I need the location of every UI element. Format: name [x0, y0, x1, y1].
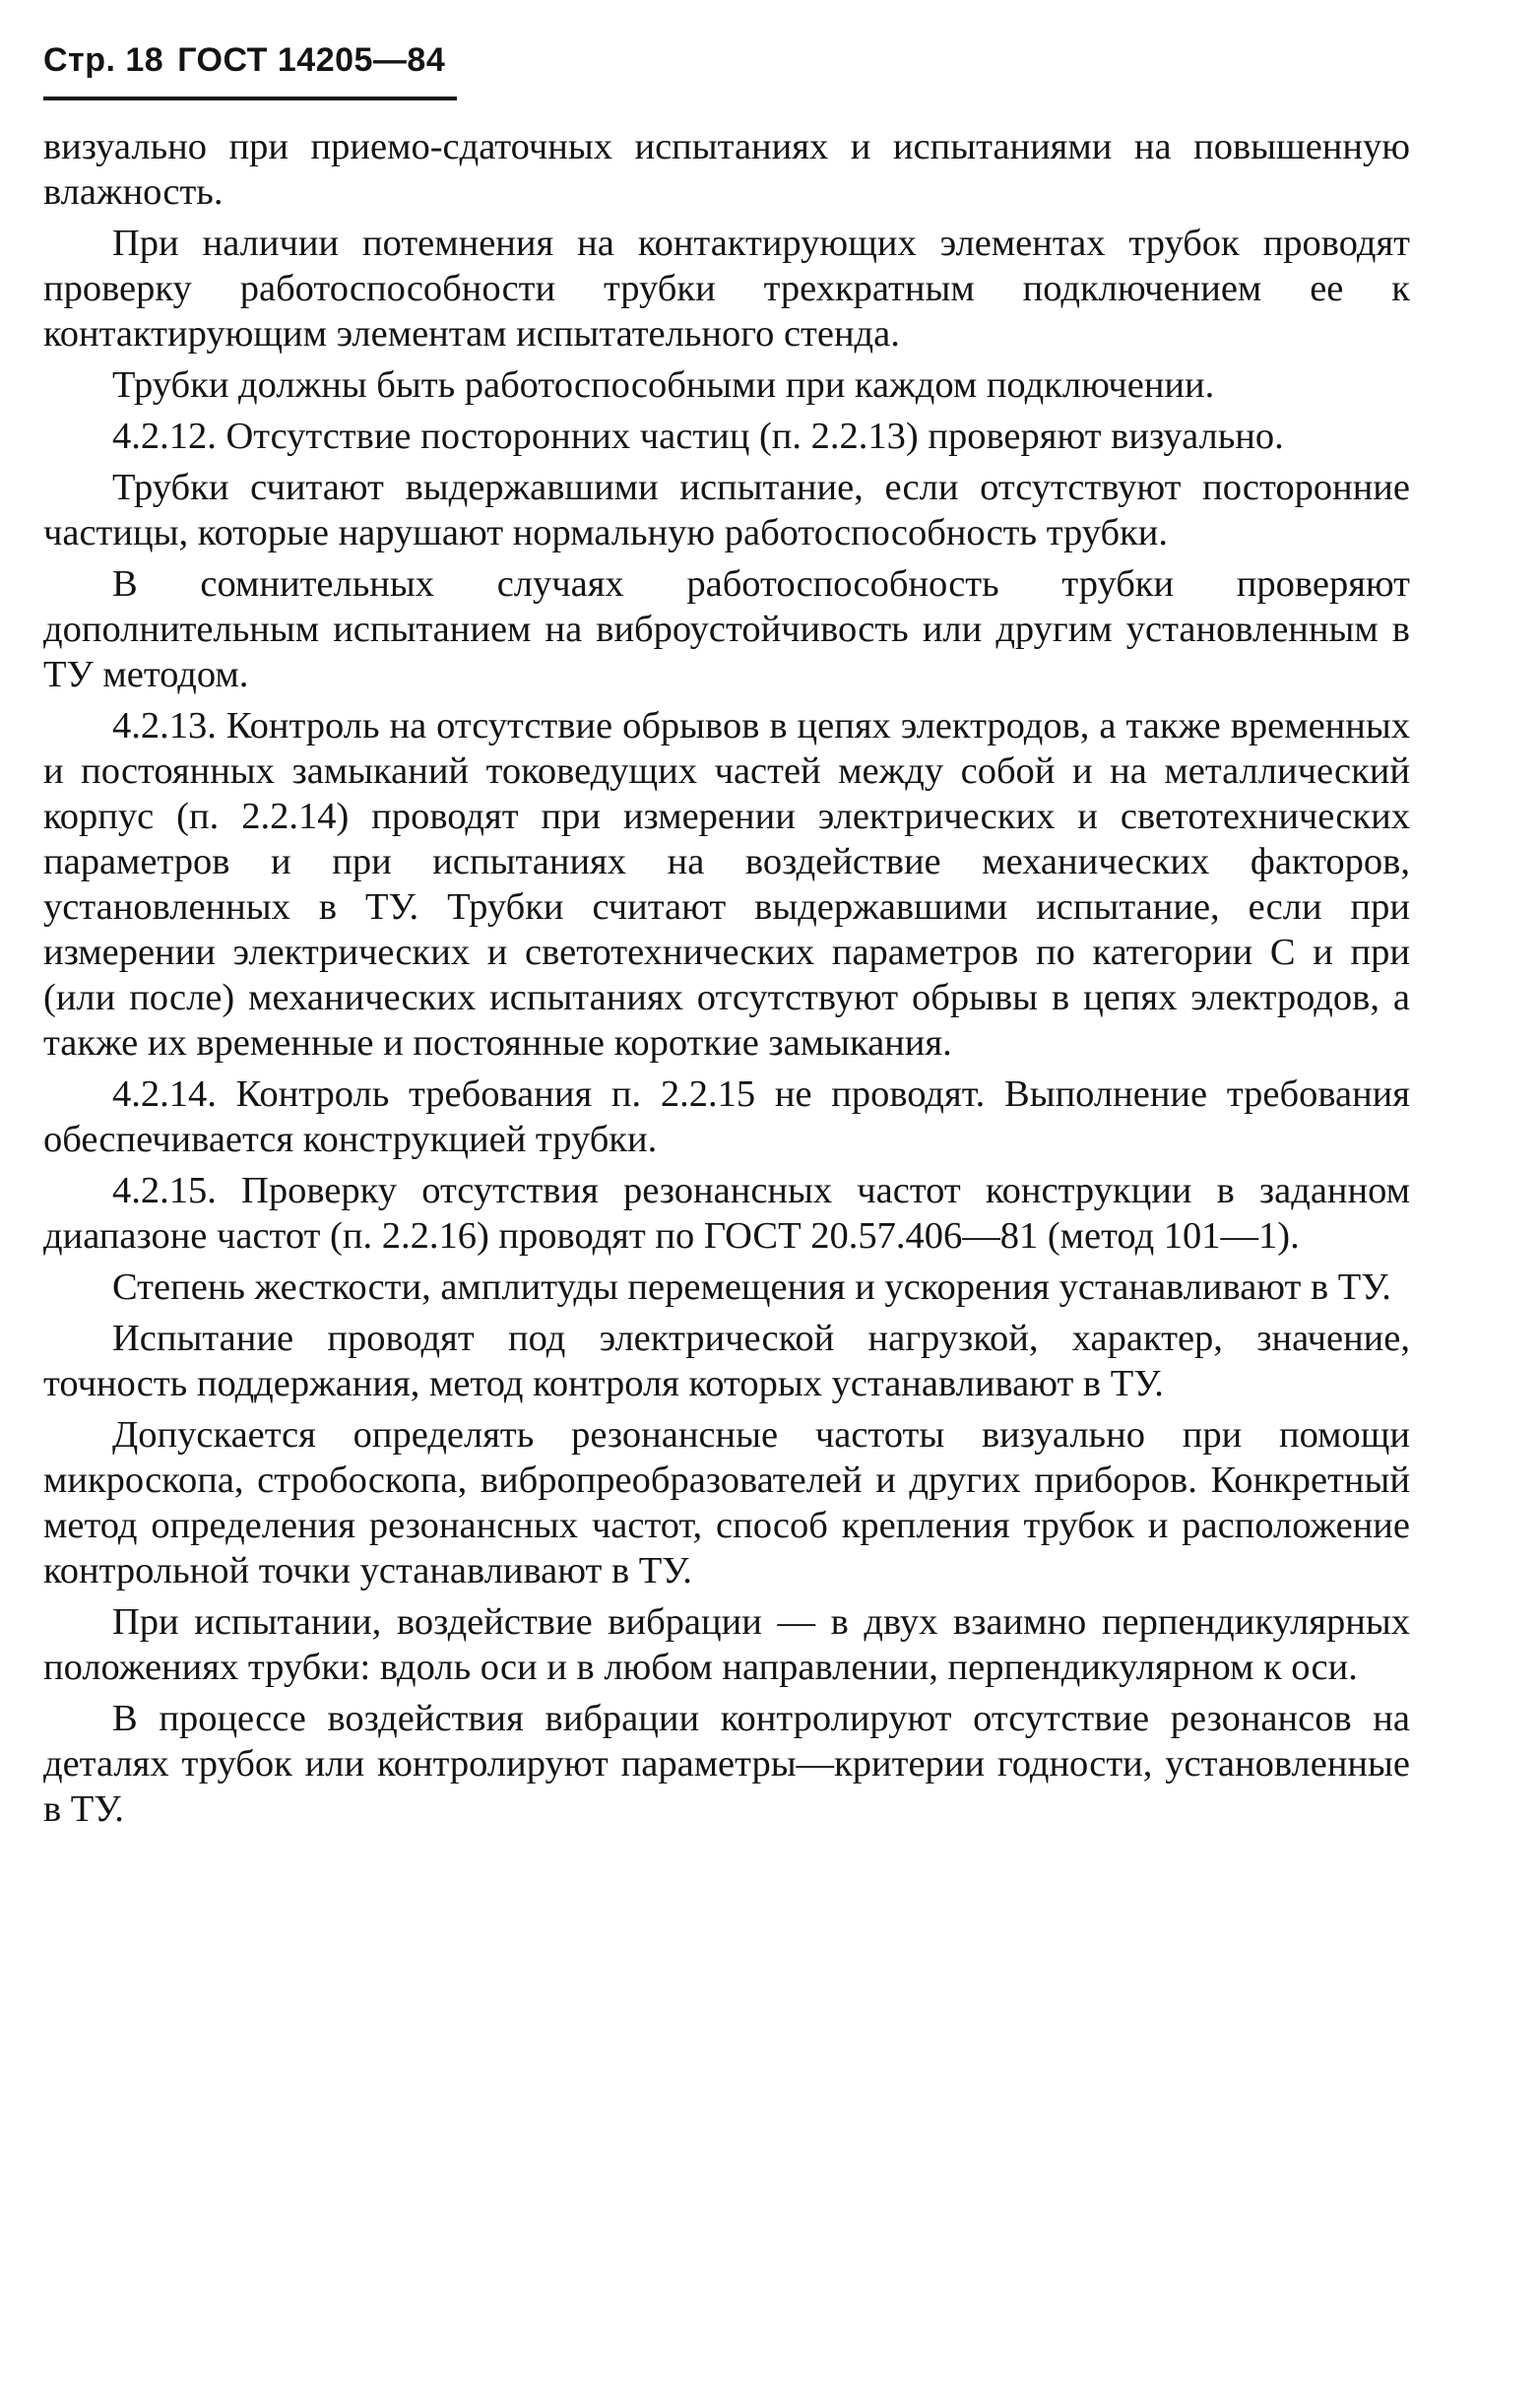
paragraph: визуально при приемо-сдаточных испытаниях и испытаниями на повышенную влажность.	[43, 126, 1410, 213]
paragraph: При наличии потемнения на контактирующих элементах трубок проводят проверку работоспособности трубки трехкратным подключением ее к контактирующим элементам испытательного стенда.	[43, 223, 1410, 355]
paragraph: 4.2.15. Проверку отсутствия резонансных частот конструкции в заданном диапазоне частот (п. 2.2.16) проводят по ГОСТ 20.57.406—81 (метод 101—1).	[43, 1170, 1410, 1257]
paragraph: Испытание проводят под электрической нагрузкой, характер, значение, точность поддержания, метод контроля которых устанавливают в ТУ.	[43, 1318, 1410, 1404]
page-number: Стр. 18	[43, 41, 164, 79]
paragraph: 4.2.13. Контроль на отсутствие обрывов в цепях электродов, а также временных и постоянных замыканий токоведущих частей между собой и на металлический корпус (п. 2.2.14) проводят при измерении электрических и светотехнических параметров и при испытаниях на воздействие механических факторов, установленных в ТУ. Трубки считают выдержавшими испытание, если при измерении электрических и светотехнических параметров по категории С и при (или после) механических испытаниях отсутствуют обрывы в цепях электродов, а также их временные и постоянные короткие замыкания.	[43, 705, 1410, 1064]
paragraph: Степень жесткости, амплитуды перемещения и ускорения устанавливают в ТУ.	[112, 1266, 1391, 1308]
paragraph: 4.2.12. Отсутствие посторонних частиц (п. 2.2.13) проверяют визуально.	[112, 416, 1284, 457]
paragraph: Трубки должны быть работоспособными при каждом подключении.	[112, 364, 1215, 406]
paragraph: В процессе воздействия вибрации контролируют отсутствие резонансов на деталях трубок или контролируют параметры—критерии годности, установленные в ТУ.	[43, 1698, 1410, 1830]
document-body	[43, 124, 1410, 1838]
paragraph: 4.2.14. Контроль требования п. 2.2.15 не проводят. Выполнение требования обеспечивается конструкцией трубки.	[43, 1073, 1410, 1160]
standard-designation: ГОСТ 14205—84	[177, 41, 446, 79]
paragraph: Трубки считают выдержавшими испытание, если отсутствуют посторонние частицы, которые нарушают нормальную работоспособность трубки.	[43, 467, 1410, 553]
paragraph: При испытании, воздействие вибрации — в двух взаимно перпендикулярных положениях трубки: вдоль оси и в любом направлении, перпендикулярном к оси.	[43, 1601, 1410, 1688]
page-header	[43, 43, 445, 77]
paragraph: В сомнительных случаях работоспособность трубки проверяют дополнительным испытанием на виброустойчивость или другим установленным в ТУ методом.	[43, 563, 1410, 695]
header-rule	[43, 97, 457, 100]
paragraph: Допускается определять резонансные частоты визуально при помощи микроскопа, стробоскопа, вибропреобразователей и других приборов. Конкретный метод определения резонансных частот, способ крепления трубок и расположение контрольной точки устанавливают в ТУ.	[43, 1414, 1410, 1591]
